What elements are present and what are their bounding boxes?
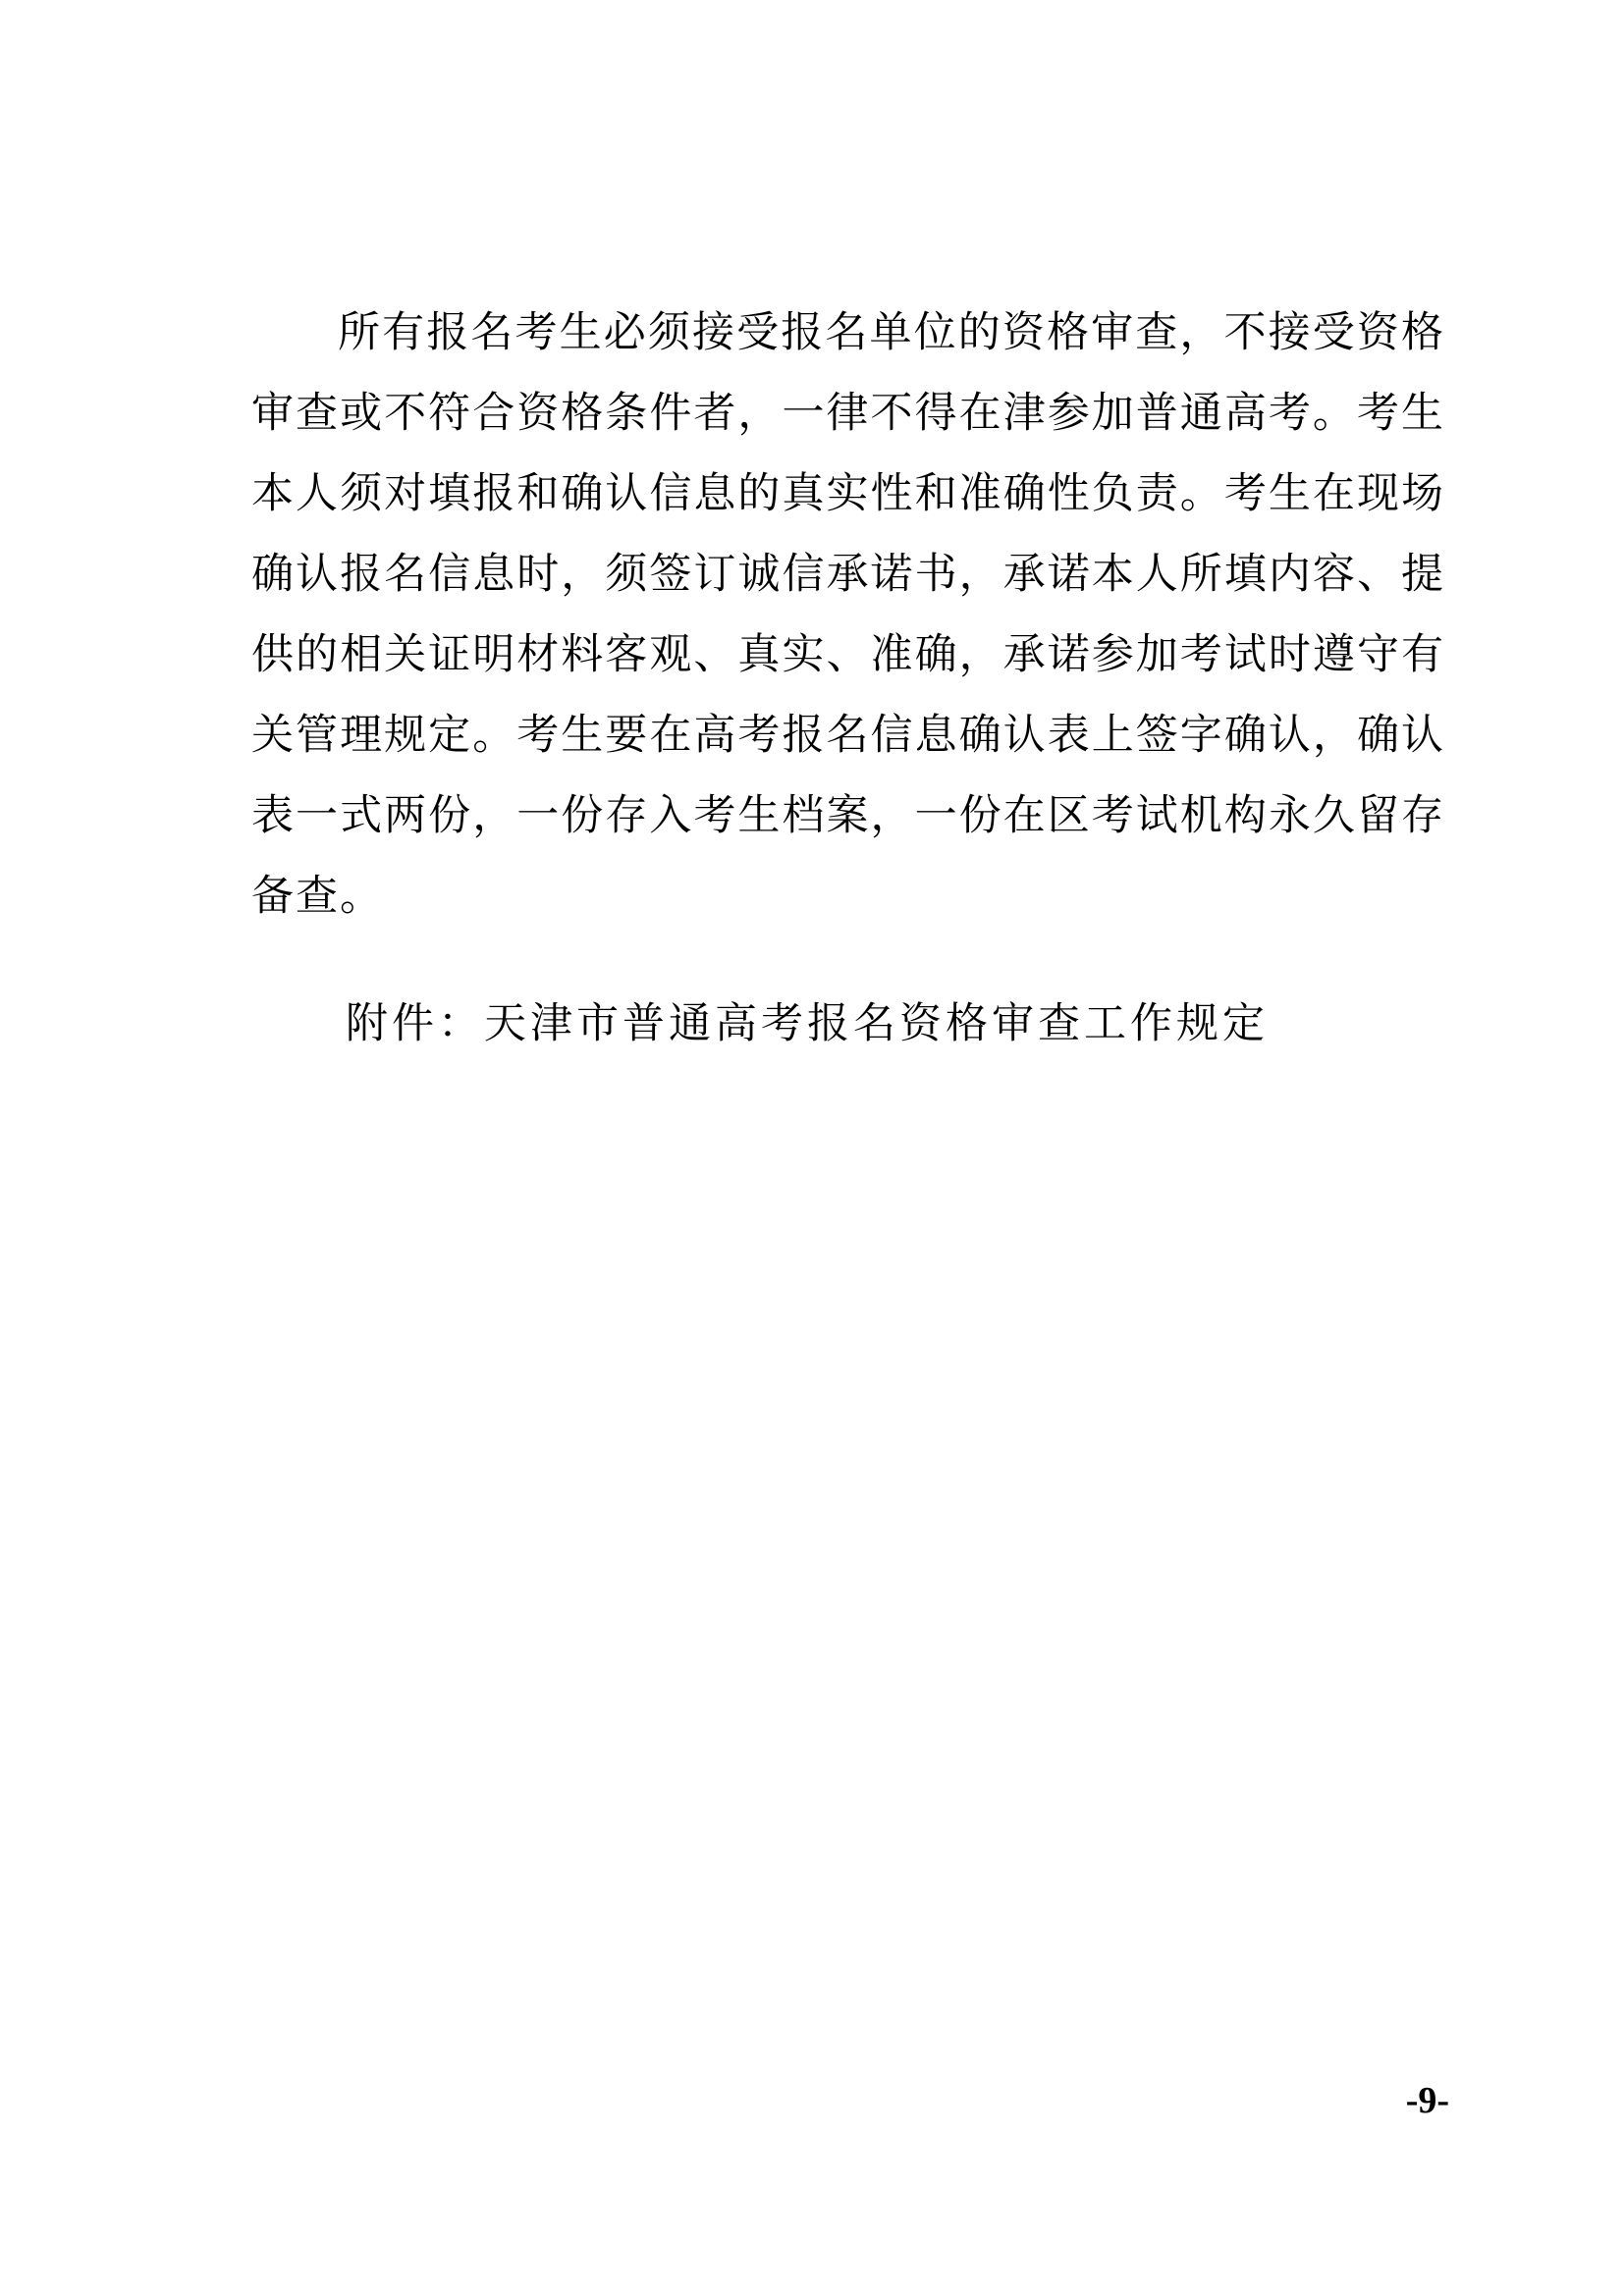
paragraph-line: 表一式两份，一份存入考生档案，一份在区考试机构永久留存 — [251, 791, 1445, 840]
paragraph-line: 关管理规定。考生要在高考报名信息确认表上签字确认，确认 — [251, 711, 1445, 760]
paragraph-line: 审查或不符合资格条件者，一律不得在津参加普通高考。考生 — [251, 389, 1445, 438]
page-number: -9- — [1405, 2080, 1449, 2121]
paragraph-line: 本人须对填报和确认信息的真实性和准确性负责。考生在现场 — [251, 469, 1445, 518]
paragraph-line: 备查。 — [251, 872, 384, 921]
paragraph-line: 供的相关证明材料客观、真实、准确，承诺参加考试时遵守有 — [251, 630, 1445, 679]
paragraph-line: 确认报名信息时，须签订诚信承诺书，承诺本人所填内容、提 — [251, 550, 1445, 599]
attachment-note: 附件：天津市普通高考报名资格审查工作规定 — [346, 999, 1269, 1048]
paragraph-line: 所有报名考生必须接受报名单位的资格审查，不接受资格 — [338, 308, 1445, 357]
